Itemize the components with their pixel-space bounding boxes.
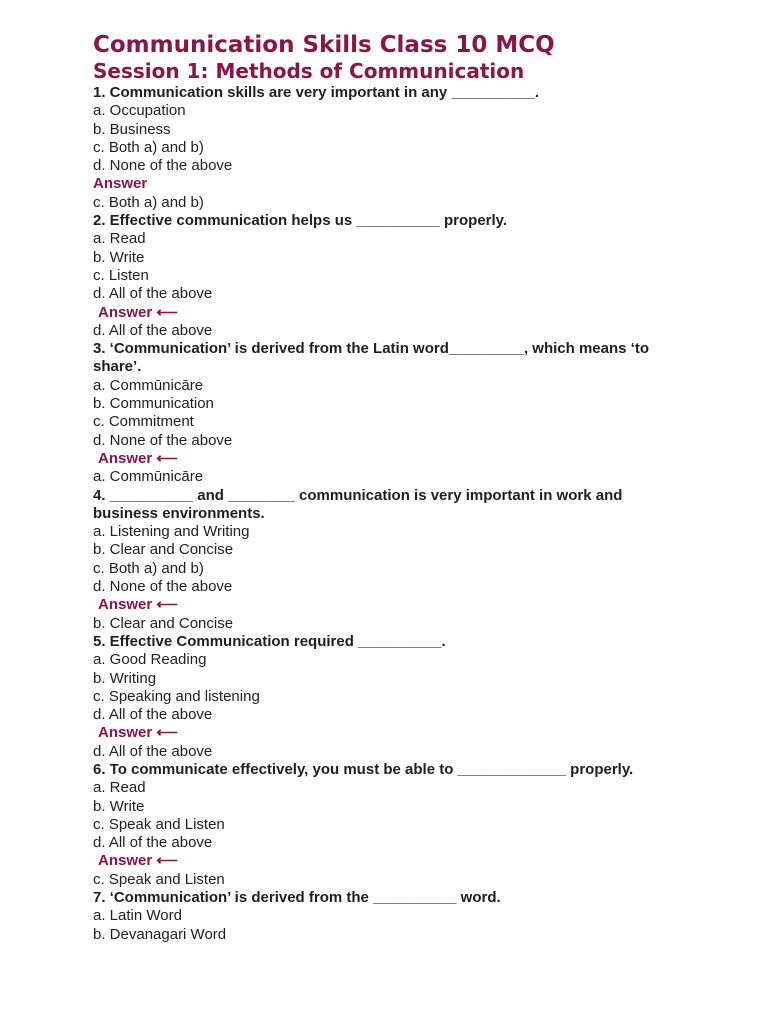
question-block bbox=[93, 340, 768, 486]
question-block bbox=[93, 84, 768, 212]
option-item: c. Commitment bbox=[93, 413, 194, 431]
option-item: b. Writing bbox=[93, 669, 157, 687]
question-text: 1. Communication skills are very important in any __________. bbox=[93, 84, 540, 101]
answer-text: b. Clear and Concise bbox=[93, 614, 234, 632]
option-item: b. Devanagari Word bbox=[93, 925, 227, 943]
question-text: 7. ‘Communication’ is derived from the __________ word. bbox=[93, 889, 501, 907]
option-item: d. None of the above bbox=[93, 431, 233, 449]
option-item: c. Speak and Listen bbox=[93, 815, 225, 833]
option-item: d. All of the above bbox=[93, 285, 213, 303]
option-item: d. All of the above bbox=[93, 834, 213, 852]
option-item: c. Both a) and b) bbox=[93, 559, 204, 577]
question-text: 6. To communicate effectively, you must be able to _____________ properly. bbox=[93, 760, 634, 778]
option-item: b. Write bbox=[93, 248, 145, 266]
answer-label[interactable]: Answer ⟵ bbox=[98, 724, 178, 742]
option-item: b. Write bbox=[93, 797, 145, 815]
option-item: a. Read bbox=[93, 779, 146, 797]
option-item: b. Business bbox=[93, 120, 171, 138]
question-block bbox=[93, 761, 768, 889]
option-item: c. Listen bbox=[93, 266, 149, 284]
option-item: a. Commūnicāre bbox=[93, 376, 204, 394]
answer-label[interactable]: Answer ⟵ bbox=[98, 852, 178, 870]
answer-text: d. All of the above bbox=[93, 321, 213, 339]
option-item: c. Both a) and b) bbox=[93, 138, 204, 156]
question-block bbox=[93, 487, 768, 633]
question-block bbox=[93, 889, 768, 944]
document-subtitle: Session 1: Methods of Communication bbox=[93, 59, 525, 83]
question-block bbox=[93, 633, 768, 761]
question-text: 5. Effective Communication required __________. bbox=[93, 632, 446, 650]
option-item: c. Speaking and listening bbox=[93, 687, 260, 705]
option-item: d. All of the above bbox=[93, 706, 213, 724]
question-text: 3. ‘Communication’ is derived from the Latin word_________, which means ‘to share’. bbox=[93, 340, 649, 376]
answer-text: c. Both a) and b) bbox=[93, 193, 204, 211]
question-text: 4. __________ and ________ communication is very important in work and business environments. bbox=[93, 486, 623, 522]
answer-label[interactable]: Answer ⟵ bbox=[98, 596, 178, 614]
option-item: a. Latin Word bbox=[93, 907, 182, 925]
document-title: Communication Skills Class 10 MCQ bbox=[93, 32, 555, 58]
option-item: b. Clear and Concise bbox=[93, 541, 234, 559]
answer-text: a. Commūnicāre bbox=[93, 468, 204, 486]
answer-label[interactable]: Answer bbox=[93, 175, 148, 193]
option-item: d. None of the above bbox=[93, 157, 233, 175]
option-item: a. Read bbox=[93, 230, 146, 248]
question-text: 2. Effective communication helps us __________ properly. bbox=[93, 212, 508, 230]
answer-label[interactable]: Answer ⟵ bbox=[98, 303, 178, 321]
answer-text: d. All of the above bbox=[93, 742, 213, 760]
option-item: d. None of the above bbox=[93, 578, 233, 596]
option-item: a. Good Reading bbox=[93, 651, 207, 669]
answer-label[interactable]: Answer ⟵ bbox=[98, 449, 178, 467]
answer-text: c. Speak and Listen bbox=[93, 870, 225, 888]
option-item: a. Occupation bbox=[93, 102, 186, 120]
option-item: b. Communication bbox=[93, 395, 214, 413]
question-block bbox=[93, 212, 768, 340]
option-item: a. Listening and Writing bbox=[93, 523, 250, 541]
